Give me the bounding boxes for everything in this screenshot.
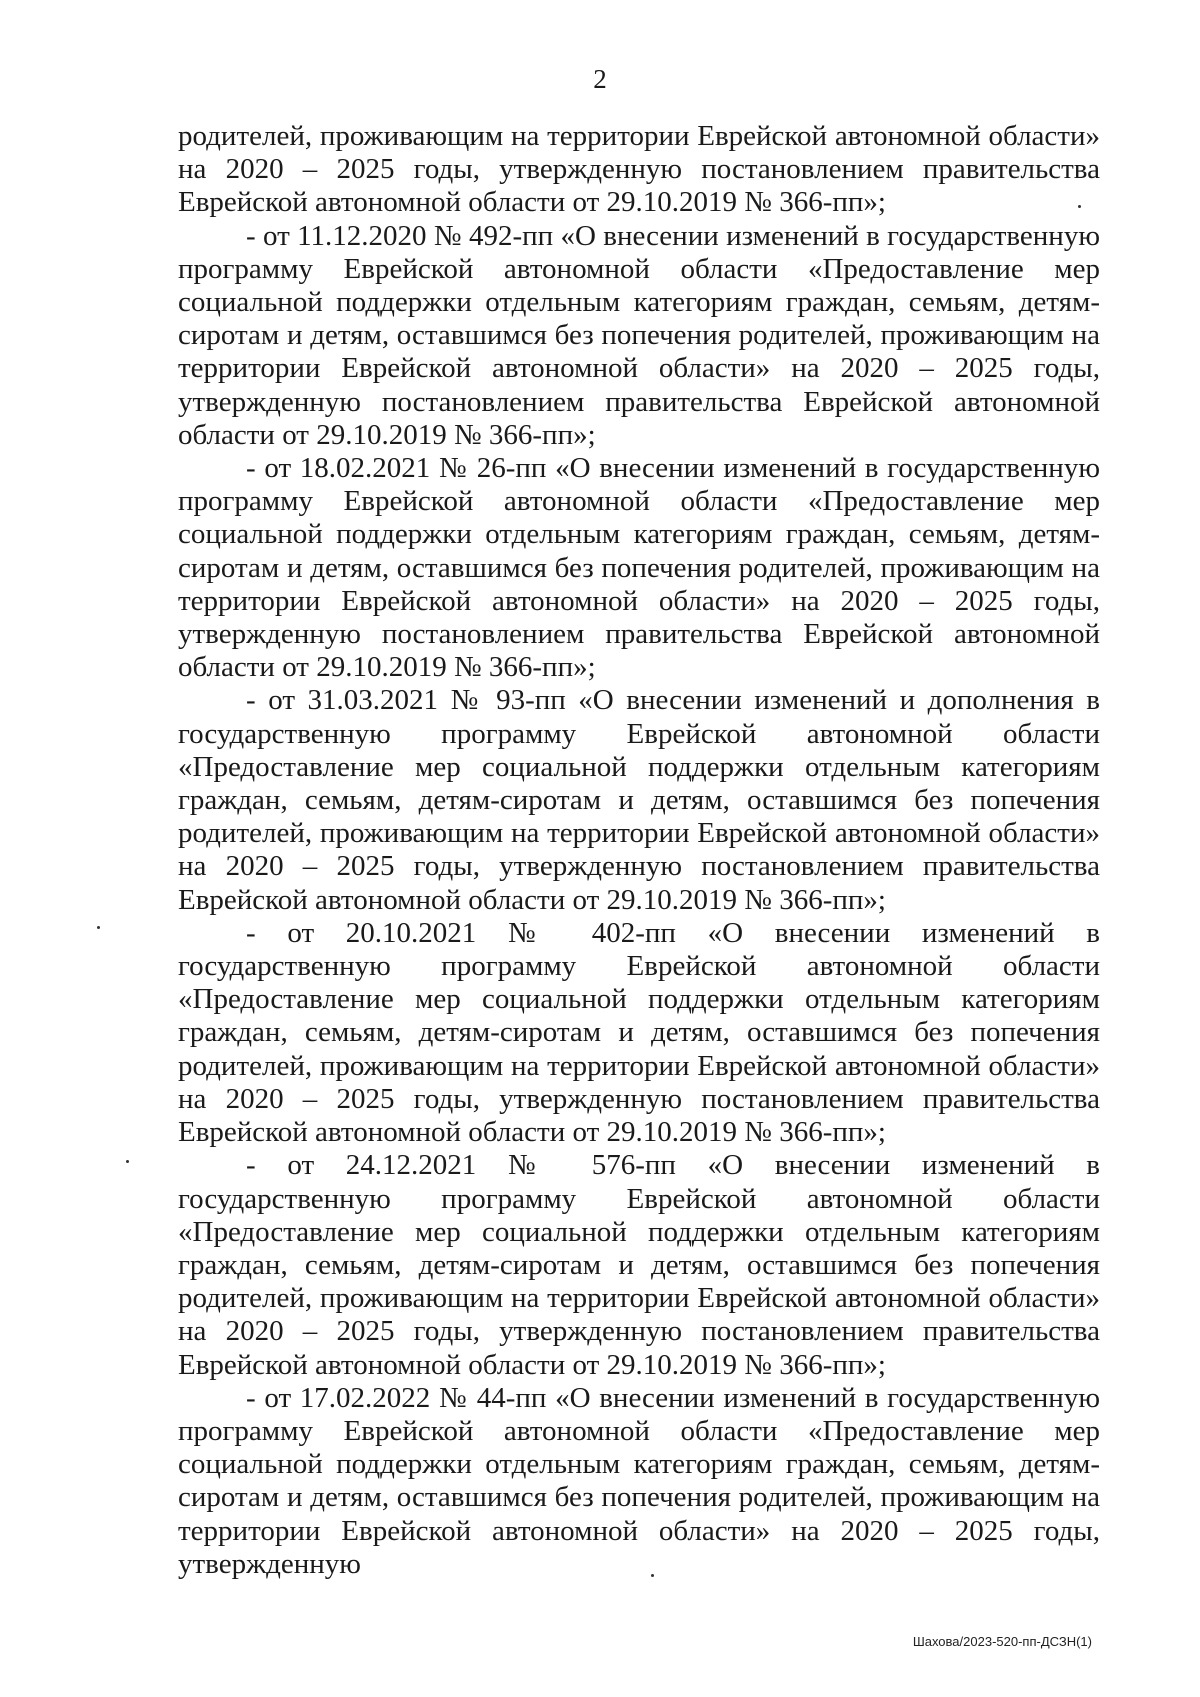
list-item-26: - от 18.02.2021 № 26-пп «О внесении изменений в государственную программу Еврейской автономной области «Предоставление мер социальной поддержки отдельным категориям граждан, семьям, детям-сиротам и детям, оставшимся без попечения родителей, проживающим на территории Еврейской автономной области» на 2020 – 2025 годы, утвержденную постановлением правительства Еврейской автономной области от 29.10.2019 № 366-пп»; xyxy=(178,452,1100,684)
document-body xyxy=(178,120,1100,1581)
page-number: 2 xyxy=(593,64,607,94)
continuation-paragraph: родителей, проживающим на территории Еврейской автономной области» на 2020 – 2025 годы, утвержденную постановлением правительства Еврейской автономной области от 29.10.2019 № 366-пп»; xyxy=(178,120,1100,219)
list-item-576: - от 24.12.2021 № 576-пп «О внесении изменений в государственную программу Еврейской автономной области «Предоставление мер социальной поддержки отдельным категориям граждан, семьям, детям-сиротам и детям, оставшимся без попечения родителей, проживающим на территории Еврейской автономной области» на 2020 – 2025 годы, утвержденную постановлением правительства Еврейской автономной области от 29.10.2019 № 366-пп»; xyxy=(178,1149,1100,1381)
scan-speck xyxy=(1078,205,1081,208)
scan-speck xyxy=(97,926,100,929)
list-item-402: - от 20.10.2021 № 402-пп «О внесении изменений в государственную программу Еврейской автономной области «Предоставление мер социальной поддержки отдельным категориям граждан, семьям, детям-сиротам и детям, оставшимся без попечения родителей, проживающим на территории Еврейской автономной области» на 2020 – 2025 годы, утвержденную постановлением правительства Еврейской автономной области от 29.10.2019 № 366-пп»; xyxy=(178,916,1100,1149)
scan-speck xyxy=(126,1160,129,1163)
document-registration-code: Шахова/2023-520-пп-ДСЗН(1) xyxy=(912,1634,1092,1649)
list-item-44: - от 17.02.2022 № 44-пп «О внесении изменений в государственную программу Еврейской автономной области «Предоставление мер социальной поддержки отдельным категориям граждан, семьям, детям-сиротам и детям, оставшимся без попечения родителей, проживающим на территории Еврейской автономной области» на 2020 – 2025 годы, утвержденную xyxy=(178,1381,1100,1580)
list-item-93: - от 31.03.2021 № 93-пп «О внесении изменений и дополнения в государственную программу Еврейской автономной области «Предоставление мер социальной поддержки отдельным категориям граждан, семьям, детям-сиротам и детям, оставшимся без попечения родителей, проживающим на территории Еврейской автономной области» на 2020 – 2025 годы, утвержденную постановлением правительства Еврейской автономной области от 29.10.2019 № 366-пп»; xyxy=(178,684,1100,916)
list-item-492: - от 11.12.2020 № 492-пп «О внесении изменений в государственную программу Еврейской автономной области «Предоставление мер социальной поддержки отдельным категориям граждан, семьям, детям-сиротам и детям, оставшимся без попечения родителей, проживающим на территории Еврейской автономной области» на 2020 – 2025 годы, утвержденную постановлением правительства Еврейской автономной области от 29.10.2019 № 366-пп»; xyxy=(178,219,1100,451)
scan-speck xyxy=(651,1574,654,1577)
